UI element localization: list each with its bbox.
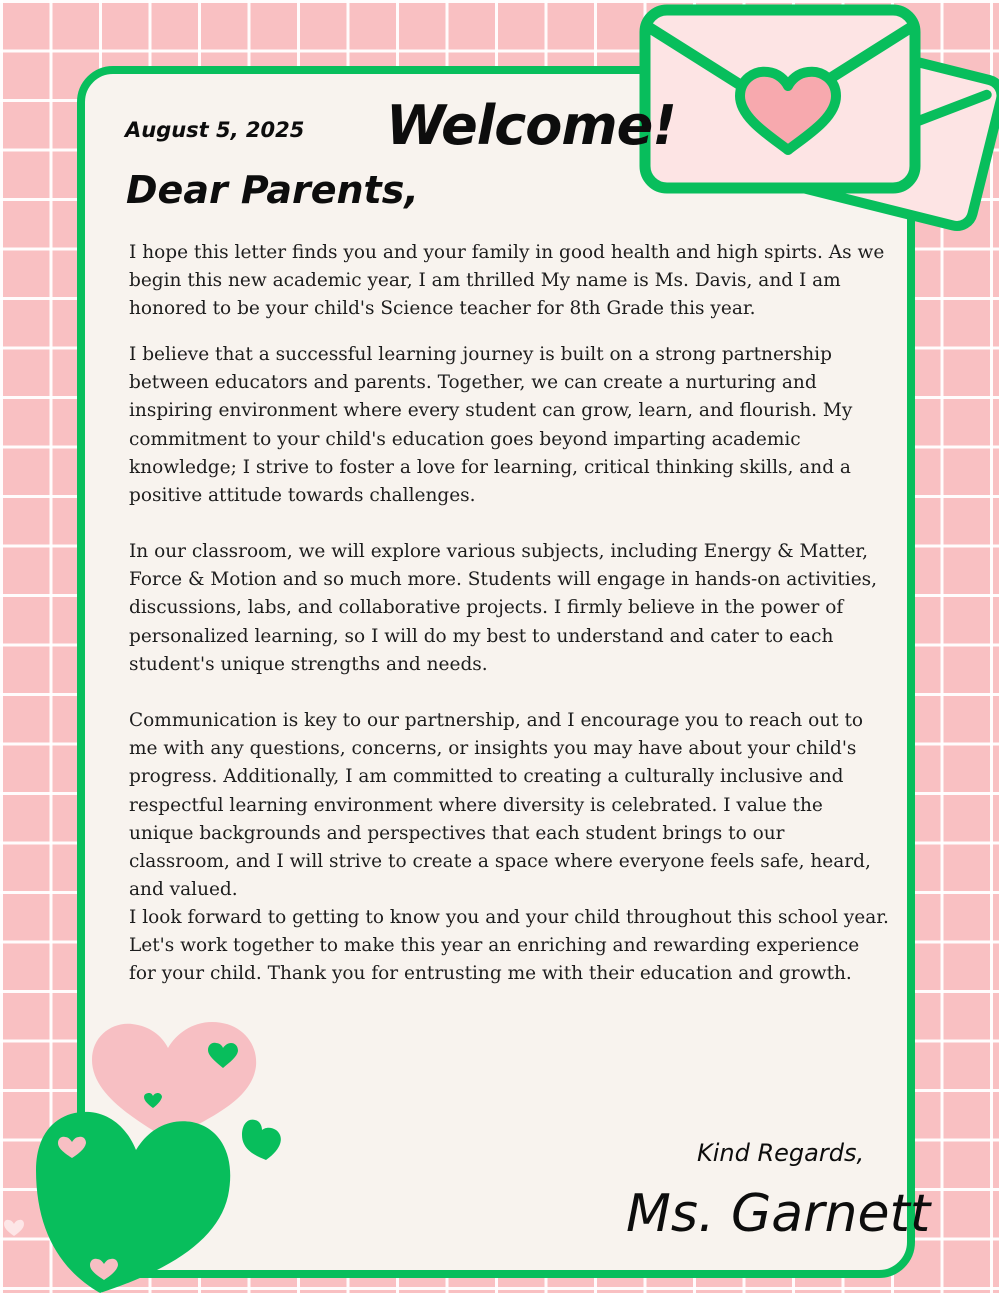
heart-icon [4, 1220, 24, 1236]
letter-paragraph: Communication is key to our partnership, and I encourage you to reach out to me with any questions, concerns, or insights you may have about your child's progress. Additionally, I am committed to creating a culturally inclusive and respectful learning environment where diversity is celebrated. I value the unique backgrounds and perspectives that each student brings to our classroom, and I will strive to create a space where everyone feels safe, heard, and valued. [129, 710, 871, 901]
envelope-heart-icon [630, 0, 999, 240]
letter-salutation: Dear Parents, [126, 168, 419, 212]
heart-cluster-decoration [0, 1000, 320, 1293]
letter-signature: Ms. Garnett [626, 1184, 931, 1244]
heart-icon [242, 1120, 281, 1160]
letter-paragraph: I believe that a successful learning journey is built on a strong partnership between educators and parents. Together, we can create a nurturing and inspiring environment where every student can grow, learn, and flourish. My commitment to your child's education goes beyond imparting academic knowledge; I strive to foster a love for learning, critical thinking skills, and a positive attitude towards challenges. [129, 344, 853, 507]
letter-paragraph: I look forward to getting to know you and your child throughout this school year. Let's work together to make this year an enriching and rewarding experience for your child. Thank you for entrusting me with their education and growth. [129, 907, 889, 985]
letter-paragraph: I hope this letter finds you and your family in good health and high spirts. As we begin this new academic year, I am thrilled My name is Ms. Davis, and I am honored to be your child's Science teacher for 8th Grade this year. [129, 242, 885, 320]
letter-date: August 5, 2025 [125, 118, 305, 142]
letter-closing: Kind Regards, [697, 1139, 865, 1167]
letter-paragraph: In our classroom, we will explore various subjects, including Energy & Matter, Force & Motion and so much more. Students will engage in hands-on activities, discussions, labs, and collaborative projects. I firmly believe in the power of personalized learning, so I will do my best to understand and cater to each student's unique strengths and needs. [129, 541, 878, 675]
letter-title: Welcome! [386, 94, 676, 157]
